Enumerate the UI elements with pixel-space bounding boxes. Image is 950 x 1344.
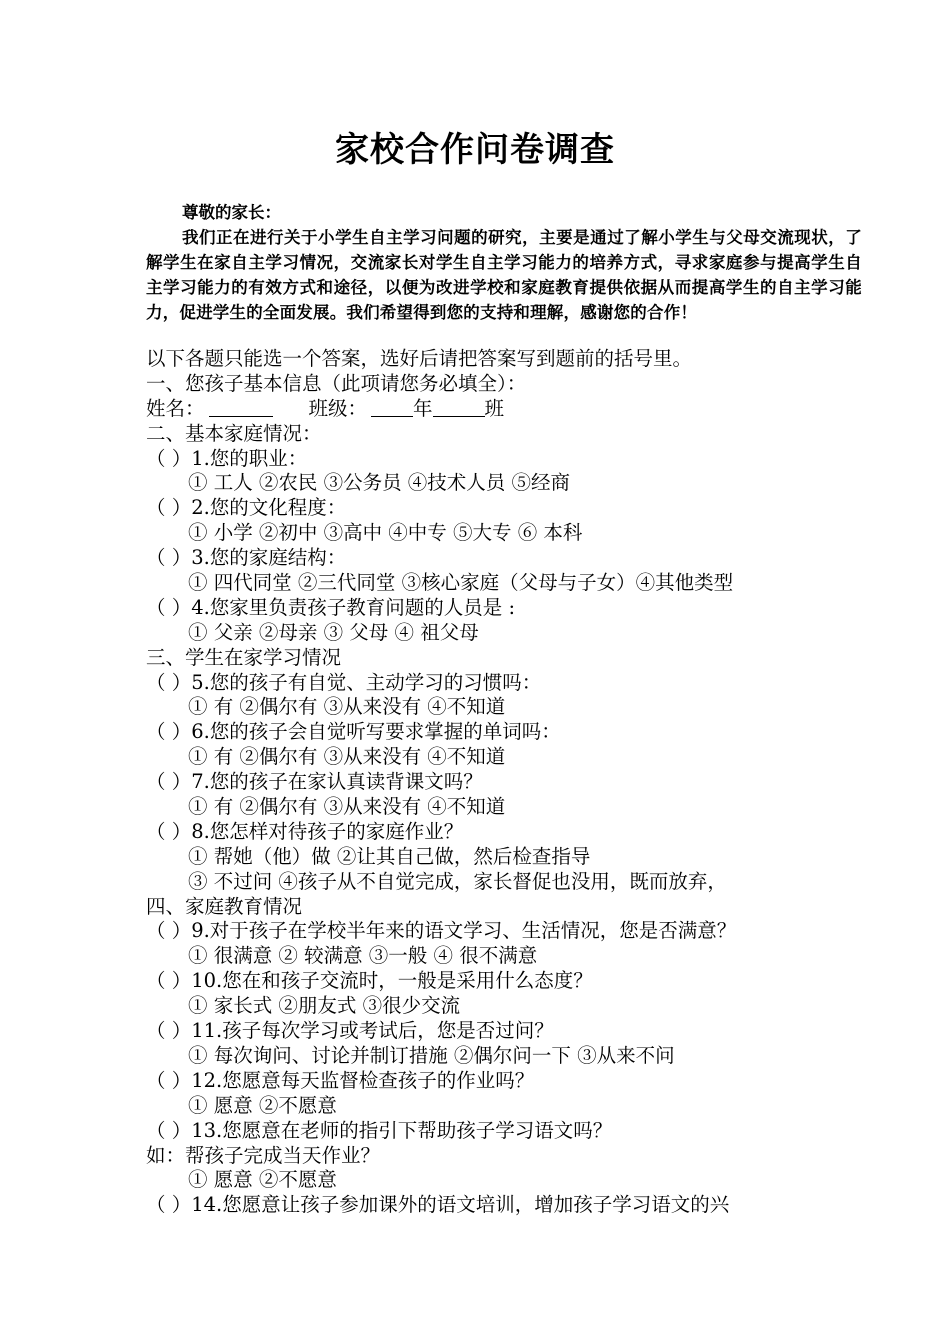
question-13-example: 如：帮孩子完成当天作业？ [146, 1143, 381, 1167]
question-4: （ ）4.您家里负责孩子教育问题的人员是 : [146, 595, 516, 619]
question-9: （ ）9.对于孩子在学校半年来的语文学习、生活情况，您是否满意？ [146, 919, 737, 943]
intro-body: 我们正在进行关于小学生自主学习问题的研究，主要是通过了解小学生与父母交流现状，了解学生在家自主学习情况，交流家长对学生自主学习能力的培养方式，寻求家庭参与提高学生自主学习能力的有效方式和途径，以便为改进学校和家庭教育提供依据从而提高学生的自主学习能力，促进学生的全面发展。我们希望得到您的支持和理解，感谢您的合作！ [146, 228, 862, 322]
basic-info-row [146, 397, 866, 422]
page-title: 家校合作问卷调查 [335, 130, 615, 170]
question-6: （ ）6.您的孩子会自觉听写要求掌握的单词吗： [146, 720, 561, 744]
name-blank [209, 398, 273, 417]
question-13-options: ① 愿意 ②不愿意 [188, 1168, 337, 1192]
question-13: （ ）13.您愿意在老师的指引下帮助孩子学习语文吗？ [146, 1118, 613, 1142]
question-6-options: ① 有 ②偶尔有 ③从来没有 ④不知道 [188, 745, 506, 769]
section-heading-family: 二、基本家庭情况： [146, 421, 322, 445]
instruction: 以下各题只能选一个答案，选好后请把答案写到题前的括号里。 [146, 347, 693, 370]
question-8: （ ）8.您怎样对待孩子的家庭作业？ [146, 819, 464, 843]
question-4-options: ① 父亲 ②母亲 ③ 父母 ④ 祖父母 [188, 620, 479, 644]
intro-letter [146, 200, 862, 325]
question-5: （ ）5.您的孩子有自觉、主动学习的习惯吗： [146, 670, 542, 694]
class-unit: 班 [484, 396, 505, 420]
question-10: （ ）10.您在和孩子交流时，一般是采用什么态度？ [146, 969, 593, 993]
grade-blank [371, 398, 413, 417]
question-2: （ ）2.您的文化程度： [146, 496, 347, 520]
question-8-options-b: ③ 不过问 ④孩子从不自觉完成，家长督促也没用，既而放弃， [188, 869, 727, 893]
question-8-options-a: ① 帮她（他）做 ②让其自己做，然后检查指导 [188, 844, 591, 868]
question-5-options: ① 有 ②偶尔有 ③从来没有 ④不知道 [188, 695, 506, 719]
question-1-options: ① 工人 ②农民 ③公务员 ④技术人员 ⑤经商 [188, 471, 570, 495]
section-heading-family-education: 四、家庭教育情况 [146, 894, 303, 918]
grade-unit: 年 [413, 396, 433, 420]
question-3: （ ）3.您的家庭结构： [146, 546, 347, 570]
question-2-options: ① 小学 ②初中 ③高中 ④中专 ⑤大专 ⑥ 本科 [188, 521, 583, 545]
name-label: 姓名： [146, 396, 205, 420]
question-14: （ ）14.您愿意让孩子参加课外的语文培训，增加孩子学习语文的兴 [146, 1193, 730, 1217]
section-heading-basic-info: 一、您孩子基本信息（此项请您务必填全）： [146, 371, 527, 395]
class-blank [433, 398, 485, 417]
salutation: 尊敬的家长： [182, 203, 281, 222]
question-11-options: ① 每次询问、讨论并制订措施 ②偶尔问一下 ③从来不问 [188, 1043, 675, 1067]
question-10-options: ① 家长式 ②朋友式 ③很少交流 [188, 994, 461, 1018]
class-label: 班级： [308, 396, 368, 420]
question-list [146, 347, 866, 1218]
question-11: （ ）11.孩子每次学习或考试后，您是否过问？ [146, 1019, 554, 1043]
section-heading-study: 三、学生在家学习情况 [146, 645, 342, 669]
question-12: （ ）12.您愿意每天监督检查孩子的作业吗？ [146, 1068, 535, 1092]
question-7: （ ）7.您的孩子在家认真读背课文吗？ [146, 770, 483, 794]
question-1: （ ）1.您的职业： [146, 446, 308, 470]
question-3-options: ① 四代同堂 ②三代同堂 ③核心家庭（父母与子女）④其他类型 [188, 571, 734, 595]
question-12-options: ① 愿意 ②不愿意 [188, 1093, 337, 1117]
question-9-options: ① 很满意 ② 较满意 ③一般 ④ 很不满意 [188, 944, 538, 968]
question-7-options: ① 有 ②偶尔有 ③从来没有 ④不知道 [188, 795, 506, 819]
